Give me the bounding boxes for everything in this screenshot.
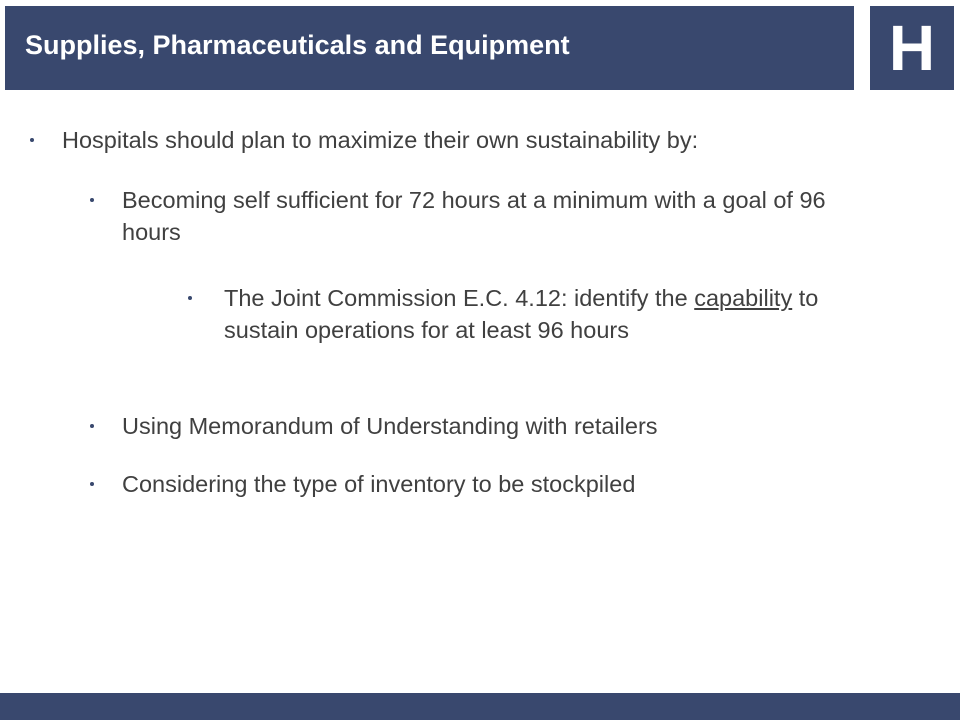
bullet-dot-icon xyxy=(188,296,192,300)
bullet-text-after: to sustain operations for at least 96 hours xyxy=(224,285,819,343)
bullet-level3-joint-commission xyxy=(224,282,824,346)
logo-letter: H xyxy=(888,12,936,84)
bullet-dot-icon xyxy=(90,198,94,202)
bullet-text-before: The Joint Commission E.C. 4.12: identify the xyxy=(224,285,695,311)
bullet-level2-inventory xyxy=(122,468,862,500)
bullet-dot-icon xyxy=(90,424,94,428)
slide-title: Supplies, Pharmaceuticals and Equipment xyxy=(25,30,570,60)
bullet-text: Considering the type of inventory to be stockpiled xyxy=(122,471,636,497)
hospital-logo xyxy=(870,6,954,90)
bullet-level1 xyxy=(62,124,942,156)
bullet-text: Hospitals should plan to maximize their own sustainability by: xyxy=(62,127,699,153)
bullet-text: Becoming self sufficient for 72 hours at a minimum with a goal of 96 hours xyxy=(122,187,826,245)
bullet-level2-memorandum xyxy=(122,410,862,442)
bullet-text: Using Memorandum of Understanding with retailers xyxy=(122,413,658,439)
bullet-text-underlined: capability xyxy=(694,285,793,311)
bullet-dot-icon xyxy=(30,138,34,142)
footer-bar xyxy=(0,693,960,720)
bullet-dot-icon xyxy=(90,482,94,486)
title-bar xyxy=(5,6,854,90)
bullet-level2-self-sufficient xyxy=(122,184,862,248)
